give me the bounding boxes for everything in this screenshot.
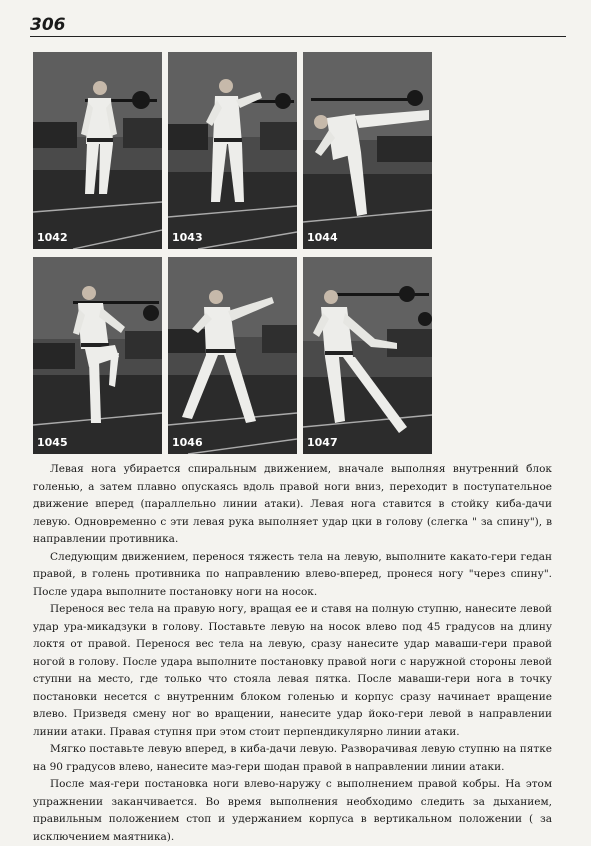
paragraph: После мая-гери постановка ноги влево-наружу с выполнением правой кобры. На этом упражнении заканчивается. Во время выполнения необходимо следить за дыханием, правильным положением стоп и удержанием корпуса в вертикальном положении ( за исключением маятника).	[33, 778, 552, 843]
header-rule	[30, 36, 566, 37]
photo-label: 1046	[172, 436, 203, 449]
paragraph: Левая нога убирается спиральным движением, вначале выполняя внутренний блок голенью, а затем плавно опускаясь вдоль правой ноги вниз, переходит в поступательное движение вперед (параллельно линии атаки). Левая нога ставится в стойку киба-дачи левую. Одновременно с эти левая рука выполняет удар цки в голову (слегка " за спину"), в направлении противника.	[33, 463, 552, 545]
photo-1042	[33, 52, 162, 249]
photo-grid	[33, 52, 438, 455]
paragraph: Следующим движением, перенося тяжесть тела на левую, выполните какато-гери гедан правой, в голень противника по направлению влево-вперед, пронеся ногу "через спину". После удара выполните постановку ноги на носок.	[33, 550, 552, 598]
photo-1046	[168, 257, 297, 454]
paragraph: Перенося вес тела на правую ногу, вращая ее и ставя на полную ступню, нанесите левой удар ура-микадзуки в голову. Поставьте левую на носок влево под 45 градусов на длину локтя от правой. Перенося вес тела на левую, сразу нанесите удар маваши-гери правой ногой в голову. После удара выполните постановку правой ноги с наружной стороны левой ступни на место, где только что стояла левая пятка. После маваши-гери нога в точку постановки несется с внутренним блоком голенью и корпус сразу начинает вращение влево. Призведя смену ног во вращении, нанесите удар йоко-гери левой в направлении линии атаки. Правая ступня при этом стоит перпендикулярно линии атаки.	[33, 603, 552, 738]
karate-figure-image	[303, 52, 432, 249]
body-text	[33, 461, 552, 846]
paragraph: Мягко поставьте левую вперед, в киба-дачи левую. Разворачивая левую ступню на пятке на 90 градусов влево, нанесите маэ-гери шодан правой в направлении линии атаки.	[33, 743, 552, 773]
photo-label: 1045	[37, 436, 68, 449]
karate-figure-image	[168, 52, 297, 249]
photo-1045	[33, 257, 162, 454]
page-number: 306	[30, 15, 66, 35]
karate-figure-image	[303, 257, 432, 454]
photo-1047	[303, 257, 432, 454]
karate-figure-image	[168, 257, 297, 454]
karate-figure-image	[33, 52, 162, 249]
photo-1043	[168, 52, 297, 249]
photo-label: 1043	[172, 231, 203, 244]
photo-label: 1047	[307, 436, 338, 449]
photo-label: 1042	[37, 231, 68, 244]
photo-label: 1044	[307, 231, 338, 244]
photo-1044	[303, 52, 432, 249]
karate-figure-image	[33, 257, 162, 454]
